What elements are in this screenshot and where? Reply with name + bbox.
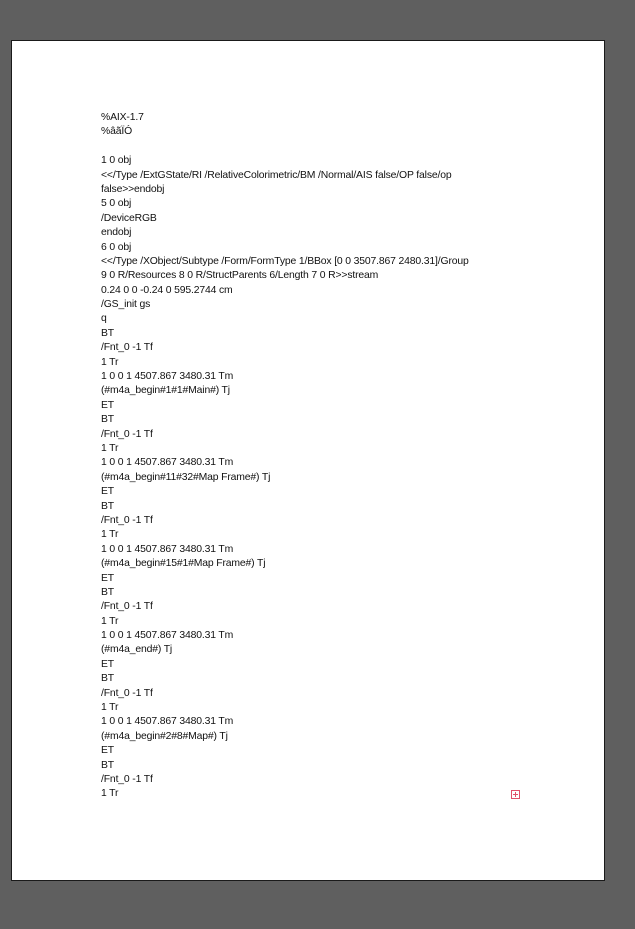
text-line: 1 Tr <box>101 442 119 454</box>
text-line: 1 Tr <box>101 702 119 714</box>
text-line: false>>endobj <box>101 183 165 195</box>
text-line: 1 0 0 1 4507.867 3480.31 Tm <box>101 457 234 469</box>
text-line: 5 0 obj <box>101 198 132 210</box>
text-line: /DeviceRGB <box>101 212 157 224</box>
text-line: BT <box>101 414 114 426</box>
text-line: BT <box>101 586 114 598</box>
text-line: %âãÏÓ <box>101 126 133 138</box>
text-line: <</Type /XObject/Subtype /Form/FormType 1/BBox [0 0 3507.867 2480.31]/Group <box>101 255 469 267</box>
text-line: 0.24 0 0 -0.24 0 595.2744 cm <box>101 284 233 296</box>
text-line: 1 0 0 1 4507.867 3480.31 Tm <box>101 543 234 555</box>
text-line: ET <box>101 572 114 584</box>
text-line: (#m4a_begin#15#1#Map Frame#) Tj <box>101 558 266 570</box>
text-line: 1 Tr <box>101 615 119 627</box>
text-line: BT <box>101 759 114 771</box>
text-line: 1 0 0 1 4507.867 3480.31 Tm <box>101 630 234 642</box>
text-line: %AIX-1.7 <box>101 112 144 123</box>
text-line: 1 0 0 1 4507.867 3480.31 Tm <box>101 371 234 383</box>
text-line: <</Type /ExtGState/RI /RelativeColorimetric/BM /Normal/AIS false/OP false/op <box>101 169 452 181</box>
text-line: endobj <box>101 227 132 239</box>
text-line: ET <box>101 745 114 757</box>
text-line: /Fnt_0 -1 Tf <box>101 428 153 440</box>
text-line: (#m4a_begin#1#1#Main#) Tj <box>101 385 230 397</box>
text-line: /Fnt_0 -1 Tf <box>101 601 153 613</box>
text-line: 1 0 obj <box>101 155 132 167</box>
text-line: /GS_init gs <box>101 299 151 311</box>
text-line: 1 0 0 1 4507.867 3480.31 Tm <box>101 716 234 728</box>
text-line: 6 0 obj <box>101 241 132 253</box>
text-line: ET <box>101 399 114 411</box>
text-line <box>101 140 531 154</box>
text-line: (#m4a_end#) Tj <box>101 644 173 656</box>
text-line: 9 0 R/Resources 8 0 R/StructParents 6/Length 7 0 R>>stream <box>101 270 379 282</box>
text-frame[interactable] <box>101 111 531 802</box>
text-line: BT <box>101 327 114 339</box>
text-line: ET <box>101 658 114 670</box>
text-line: q <box>101 313 107 325</box>
text-line: 1 Tr <box>101 788 119 800</box>
artboard[interactable] <box>11 40 605 881</box>
text-line: BT <box>101 500 114 512</box>
text-line: (#m4a_begin#2#8#Map#) Tj <box>101 730 228 742</box>
text-line: /Fnt_0 -1 Tf <box>101 514 153 526</box>
text-line: (#m4a_begin#11#32#Map Frame#) Tj <box>101 471 271 483</box>
overset-text-plus-icon[interactable] <box>511 790 520 799</box>
text-line: /Fnt_0 -1 Tf <box>101 342 153 354</box>
text-line: /Fnt_0 -1 Tf <box>101 773 153 785</box>
text-line: BT <box>101 673 114 685</box>
text-line: /Fnt_0 -1 Tf <box>101 687 153 699</box>
text-line: ET <box>101 486 114 498</box>
text-line: 1 Tr <box>101 529 119 541</box>
text-line: 1 Tr <box>101 356 119 368</box>
